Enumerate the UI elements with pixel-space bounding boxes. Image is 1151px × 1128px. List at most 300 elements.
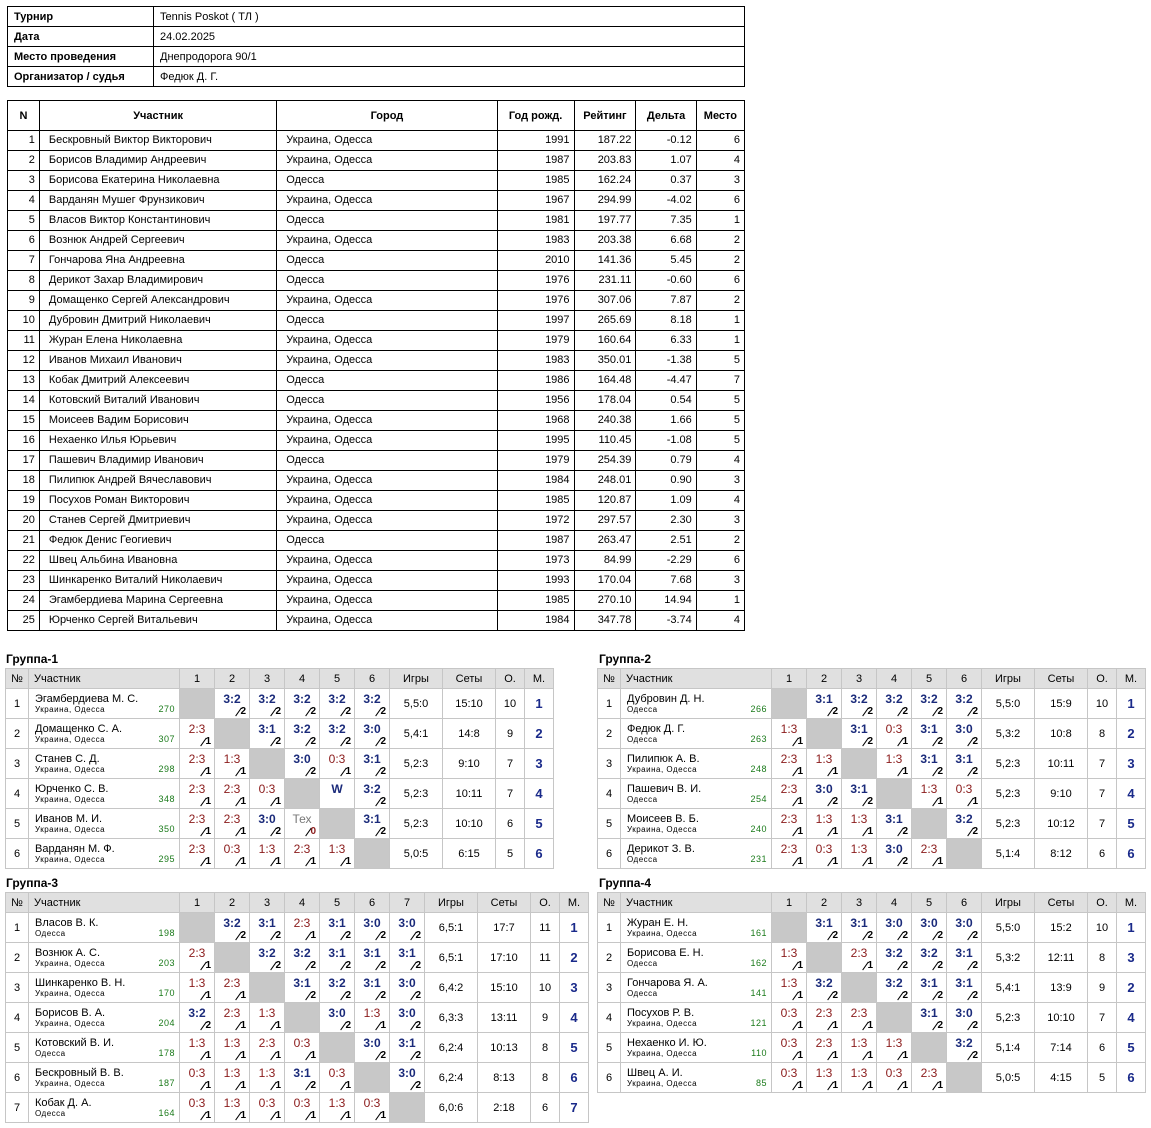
players-cell: 3 xyxy=(696,511,744,531)
players-cell: 6 xyxy=(696,271,744,291)
match-points: 0 xyxy=(310,826,316,837)
group-header-row xyxy=(598,893,1146,913)
match-score-cell xyxy=(320,973,355,1003)
match-score: 3:1 xyxy=(293,976,311,990)
players-cell: 5 xyxy=(8,211,40,231)
match-points: 1 xyxy=(902,1080,908,1091)
match-points: 1 xyxy=(240,766,246,777)
match-score: 3:0 xyxy=(398,916,416,930)
table-row xyxy=(6,809,554,839)
group-games: 5,2:3 xyxy=(390,809,443,839)
players-cell: 1956 xyxy=(497,391,574,411)
group-games: 6,0:6 xyxy=(425,1093,478,1123)
match-score: 1:3 xyxy=(363,1006,381,1020)
match-points: 1 xyxy=(205,1110,211,1121)
players-cell: 1997 xyxy=(497,311,574,331)
table-row xyxy=(8,131,745,151)
group-sets: 13:9 xyxy=(1035,973,1088,1003)
match-score-cell xyxy=(947,689,982,719)
group-games: 5,0:5 xyxy=(390,839,443,869)
group-place: 2 xyxy=(560,943,589,973)
match-points: 1 xyxy=(240,826,246,837)
group-points: 11 xyxy=(531,913,560,943)
group-player xyxy=(621,719,772,749)
players-cell: Котовский Виталий Иванович xyxy=(39,391,276,411)
match-score-cell xyxy=(390,1033,425,1063)
group-row-number: 1 xyxy=(598,913,621,943)
match-score-cell xyxy=(390,1003,425,1033)
player-rating: 295 xyxy=(158,854,175,864)
match-points: 2 xyxy=(902,990,908,1001)
player-name: Нехаенко И. Ю. xyxy=(627,1037,707,1049)
match-score: 2:3 xyxy=(920,1066,938,1080)
group-header-place: М. xyxy=(525,669,554,689)
group-player xyxy=(29,839,180,869)
player-city xyxy=(621,1079,771,1088)
self-cell xyxy=(947,839,982,869)
group-player xyxy=(621,1063,772,1093)
players-cell: 5 xyxy=(696,351,744,371)
match-score-cell xyxy=(807,839,842,869)
player-city-text: Украина, Одесса xyxy=(35,735,106,744)
group-games: 6,2:4 xyxy=(425,1033,478,1063)
group-sets: 8:13 xyxy=(478,1063,531,1093)
match-points: 2 xyxy=(240,930,246,941)
group-header-opponent: 1 xyxy=(772,893,807,913)
group-player xyxy=(621,689,772,719)
players-cell: 4 xyxy=(696,611,744,631)
match-score-cell xyxy=(877,913,912,943)
match-score: 0:3 xyxy=(223,842,241,856)
match-points: 2 xyxy=(832,990,838,1001)
match-score: 2:3 xyxy=(850,1006,868,1020)
players-cell: 2 xyxy=(696,251,744,271)
match-points: 2 xyxy=(902,960,908,971)
players-cell: Одесса xyxy=(277,391,497,411)
players-cell: 6 xyxy=(696,191,744,211)
table-row xyxy=(6,779,554,809)
players-cell: 16 xyxy=(8,431,40,451)
player-name: Шинкаренко В. Н. xyxy=(35,977,126,989)
match-score-cell xyxy=(355,943,390,973)
group-games: 5,2:3 xyxy=(982,749,1035,779)
match-points: 1 xyxy=(240,1110,246,1121)
players-cell: 1972 xyxy=(497,511,574,531)
players-cell: 6.33 xyxy=(636,331,696,351)
players-cell: 1985 xyxy=(497,171,574,191)
info-value: Днепродорога 90/1 xyxy=(154,47,745,67)
match-score-cell xyxy=(842,913,877,943)
player-name: Дубровин Д. Н. xyxy=(627,693,705,705)
group-header-opponent: 5 xyxy=(912,893,947,913)
match-score: 3:1 xyxy=(850,722,868,736)
table-row xyxy=(598,943,1146,973)
match-score: 1:3 xyxy=(780,946,798,960)
players-header-cell: Город xyxy=(277,101,497,131)
group-header-sets: Сеты xyxy=(478,893,531,913)
group-header-opponent: 5 xyxy=(320,669,355,689)
players-cell: 1973 xyxy=(497,551,574,571)
player-city xyxy=(621,735,771,744)
table-row xyxy=(598,779,1146,809)
players-cell: 1985 xyxy=(497,591,574,611)
match-score-cell xyxy=(947,779,982,809)
players-cell: 2.51 xyxy=(636,531,696,551)
player-city-text: Одесса xyxy=(35,929,66,938)
group-header-opponent: 4 xyxy=(285,893,320,913)
player-name: Моисеев В. Б. xyxy=(627,813,699,825)
match-score: 2:3 xyxy=(293,842,311,856)
match-score: 1:3 xyxy=(258,842,276,856)
players-cell: 263.47 xyxy=(574,531,636,551)
player-name: Станев С. Д. xyxy=(35,753,100,765)
player-city-text: Украина, Одесса xyxy=(35,705,106,714)
match-points: 1 xyxy=(240,796,246,807)
player-name: Власов В. К. xyxy=(35,917,99,929)
table-row xyxy=(8,571,745,591)
group-sets: 7:14 xyxy=(1035,1033,1088,1063)
match-score: 0:3 xyxy=(328,1066,346,1080)
group-sets: 12:11 xyxy=(1035,943,1088,973)
match-score: 3:2 xyxy=(363,782,381,796)
match-score: 0:3 xyxy=(780,1066,798,1080)
group-header-name: Участник xyxy=(621,893,772,913)
player-name: Пашевич В. И. xyxy=(627,783,702,795)
match-score-cell xyxy=(180,943,215,973)
player-city xyxy=(621,959,771,968)
info-row xyxy=(8,7,745,27)
match-score-cell xyxy=(180,1033,215,1063)
match-score-cell xyxy=(877,689,912,719)
players-cell: 10 xyxy=(8,311,40,331)
players-cell: 8 xyxy=(8,271,40,291)
player-city-text: Украина, Одесса xyxy=(35,989,106,998)
match-points: 2 xyxy=(380,1050,386,1061)
group-row-number: 2 xyxy=(6,719,29,749)
match-points: 1 xyxy=(797,856,803,867)
match-score: 1:3 xyxy=(223,752,241,766)
players-cell: Нехаенко Илья Юрьевич xyxy=(39,431,276,451)
group-points: 9 xyxy=(496,719,525,749)
player-city-text: Одесса xyxy=(35,1109,66,1118)
match-points: 1 xyxy=(797,1050,803,1061)
match-score-cell xyxy=(215,689,250,719)
player-rating: 164 xyxy=(158,1108,175,1118)
players-cell: 2 xyxy=(696,291,744,311)
players-cell: Журан Елена Николаевна xyxy=(39,331,276,351)
table-row xyxy=(598,973,1146,1003)
table-row xyxy=(8,551,745,571)
group-header-opponent: 4 xyxy=(877,893,912,913)
players-cell: 3 xyxy=(696,471,744,491)
players-cell: Украина, Одесса xyxy=(277,611,497,631)
match-score-cell xyxy=(842,719,877,749)
match-score: 3:0 xyxy=(328,1006,346,1020)
match-score: 3:1 xyxy=(955,946,973,960)
player-city-text: Одесса xyxy=(35,1049,66,1058)
group-header-place: М. xyxy=(560,893,589,913)
group-row-number: 6 xyxy=(598,839,621,869)
group-header-name: Участник xyxy=(621,669,772,689)
match-score-cell xyxy=(320,1003,355,1033)
group-games: 5,2:3 xyxy=(982,1003,1035,1033)
players-cell: 350.01 xyxy=(574,351,636,371)
match-score: 0:3 xyxy=(293,1036,311,1050)
match-score: 3:2 xyxy=(293,722,311,736)
group-points: 9 xyxy=(531,1003,560,1033)
match-score-cell xyxy=(285,943,320,973)
match-points: 1 xyxy=(867,1080,873,1091)
players-cell: 24 xyxy=(8,591,40,611)
table-row xyxy=(598,689,1146,719)
self-cell xyxy=(947,1063,982,1093)
group-player xyxy=(621,1003,772,1033)
group-row-number: 3 xyxy=(6,973,29,1003)
match-score: 3:2 xyxy=(955,692,973,706)
match-score: 1:3 xyxy=(815,752,833,766)
table-row xyxy=(6,1003,589,1033)
group-points: 8 xyxy=(531,1033,560,1063)
players-cell: 7 xyxy=(8,251,40,271)
player-city xyxy=(29,765,179,774)
players-cell: 187.22 xyxy=(574,131,636,151)
self-cell xyxy=(285,1003,320,1033)
match-score-cell xyxy=(180,839,215,869)
player-city-text: Украина, Одесса xyxy=(35,795,106,804)
group-points: 7 xyxy=(1088,1003,1117,1033)
match-points: 2 xyxy=(972,826,978,837)
group-header-sets: Сеты xyxy=(443,669,496,689)
group-row-number: 4 xyxy=(598,779,621,809)
players-cell: -1.08 xyxy=(636,431,696,451)
match-score: 3:0 xyxy=(363,722,381,736)
group-sets: 15:10 xyxy=(478,973,531,1003)
players-cell: 7.87 xyxy=(636,291,696,311)
match-points: 2 xyxy=(972,706,978,717)
group-games: 5,0:5 xyxy=(982,1063,1035,1093)
match-score: 1:3 xyxy=(815,812,833,826)
match-score: 3:0 xyxy=(955,1006,973,1020)
player-rating: 254 xyxy=(750,794,767,804)
match-score: 3:2 xyxy=(223,916,241,930)
match-score-cell xyxy=(947,1033,982,1063)
table-row xyxy=(8,231,745,251)
match-score: 3:1 xyxy=(920,752,938,766)
players-header-cell: Место xyxy=(696,101,744,131)
match-score-cell xyxy=(877,1033,912,1063)
match-score: 2:3 xyxy=(188,812,206,826)
player-rating: 231 xyxy=(750,854,767,864)
table-row xyxy=(598,913,1146,943)
group-place: 4 xyxy=(525,779,554,809)
group-points: 7 xyxy=(496,749,525,779)
players-header-cell: Дельта xyxy=(636,101,696,131)
players-cell: 6 xyxy=(696,131,744,151)
match-score: 3:1 xyxy=(398,946,416,960)
match-score: 3:2 xyxy=(885,976,903,990)
players-cell: 1 xyxy=(696,331,744,351)
match-score-cell xyxy=(947,1003,982,1033)
match-score-cell xyxy=(912,839,947,869)
players-cell: 3 xyxy=(696,571,744,591)
match-score-cell xyxy=(180,779,215,809)
match-score: 3:1 xyxy=(920,976,938,990)
players-cell: Украина, Одесса xyxy=(277,131,497,151)
group-header-opponent: 5 xyxy=(320,893,355,913)
match-points: 1 xyxy=(240,1050,246,1061)
players-cell: -4.47 xyxy=(636,371,696,391)
self-cell xyxy=(912,1033,947,1063)
match-score: 1:3 xyxy=(258,1066,276,1080)
players-cell: 3 xyxy=(696,171,744,191)
match-score: 1:3 xyxy=(780,976,798,990)
tournament-info-table xyxy=(7,6,745,87)
match-points: 1 xyxy=(275,1080,281,1091)
table-row xyxy=(8,411,745,431)
match-score-cell xyxy=(947,943,982,973)
match-points: 2 xyxy=(345,990,351,1001)
match-points: 2 xyxy=(205,1020,211,1031)
group-row-number: 5 xyxy=(598,809,621,839)
match-score: W xyxy=(331,782,343,796)
players-cell: 2 xyxy=(696,531,744,551)
group-points: 6 xyxy=(1088,1033,1117,1063)
player-city-text: Украина, Одесса xyxy=(627,1049,698,1058)
group-row-number: 1 xyxy=(598,689,621,719)
players-cell: 2.30 xyxy=(636,511,696,531)
group-place: 4 xyxy=(1117,1003,1146,1033)
group-games: 6,3:3 xyxy=(425,1003,478,1033)
players-cell: 1995 xyxy=(497,431,574,451)
group-header-n: № xyxy=(6,893,29,913)
group-header-opponent: 1 xyxy=(180,893,215,913)
match-score: 1:3 xyxy=(223,1066,241,1080)
players-cell: Станев Сергей Дмитриевич xyxy=(39,511,276,531)
match-points: 1 xyxy=(832,826,838,837)
match-score-cell xyxy=(250,1033,285,1063)
match-points: 2 xyxy=(415,930,421,941)
group-games: 6,5:1 xyxy=(425,913,478,943)
player-rating: 266 xyxy=(750,704,767,714)
match-points: 1 xyxy=(380,1020,386,1031)
match-score-cell xyxy=(250,1003,285,1033)
player-city-text: Одесса xyxy=(627,959,658,968)
match-score: 2:3 xyxy=(815,1006,833,1020)
players-table xyxy=(7,100,745,631)
match-points: 1 xyxy=(240,856,246,867)
match-points: 2 xyxy=(902,706,908,717)
group-row-number: 1 xyxy=(6,689,29,719)
group-points: 10 xyxy=(531,973,560,1003)
match-points: 1 xyxy=(205,856,211,867)
match-score-cell xyxy=(912,973,947,1003)
match-score-cell xyxy=(912,913,947,943)
group-player xyxy=(29,719,180,749)
players-cell: 1981 xyxy=(497,211,574,231)
group-row-number: 2 xyxy=(598,719,621,749)
self-cell xyxy=(355,839,390,869)
match-points: 2 xyxy=(380,960,386,971)
players-cell: 14 xyxy=(8,391,40,411)
group-points: 6 xyxy=(1088,839,1117,869)
group-player xyxy=(29,943,180,973)
player-name: Федюк Д. Г. xyxy=(627,723,686,735)
group-place: 7 xyxy=(560,1093,589,1123)
group-header-games: Игры xyxy=(982,669,1035,689)
player-city-text: Одесса xyxy=(627,795,658,804)
players-cell: 14.94 xyxy=(636,591,696,611)
table-row xyxy=(8,371,745,391)
group-header-games: Игры xyxy=(425,893,478,913)
players-cell: Эгамбердиева Марина Сергеевна xyxy=(39,591,276,611)
match-points: 1 xyxy=(832,1020,838,1031)
players-cell: 294.99 xyxy=(574,191,636,211)
match-score-cell xyxy=(285,839,320,869)
match-score: 2:3 xyxy=(188,752,206,766)
match-points: 2 xyxy=(380,826,386,837)
table-row xyxy=(8,251,745,271)
group-row-number: 6 xyxy=(598,1063,621,1093)
match-score-cell xyxy=(355,913,390,943)
player-rating: 170 xyxy=(158,988,175,998)
match-score-cell xyxy=(180,1063,215,1093)
group-games: 5,2:3 xyxy=(390,749,443,779)
group-sets: 4:15 xyxy=(1035,1063,1088,1093)
players-cell: Швец Альбина Ивановна xyxy=(39,551,276,571)
table-row xyxy=(8,451,745,471)
info-value: Федюк Д. Г. xyxy=(154,67,745,87)
match-points: 2 xyxy=(867,930,873,941)
match-score-cell xyxy=(912,749,947,779)
group-header-name: Участник xyxy=(29,669,180,689)
match-score: 1:3 xyxy=(850,812,868,826)
group-row-number: 4 xyxy=(6,1003,29,1033)
group-games: 5,2:3 xyxy=(390,779,443,809)
match-points: 1 xyxy=(275,1020,281,1031)
player-name: Посухов Р. В. xyxy=(627,1007,695,1019)
players-cell: 4 xyxy=(696,451,744,471)
match-score-cell xyxy=(912,1063,947,1093)
match-points: 1 xyxy=(832,1080,838,1091)
group-sets: 8:12 xyxy=(1035,839,1088,869)
players-cell: Украина, Одесса xyxy=(277,191,497,211)
players-cell: Одесса xyxy=(277,171,497,191)
group-points: 7 xyxy=(1088,809,1117,839)
self-cell xyxy=(772,913,807,943)
group-row-number: 5 xyxy=(598,1033,621,1063)
group-player xyxy=(29,1063,180,1093)
match-points: 1 xyxy=(797,796,803,807)
players-cell: 1979 xyxy=(497,331,574,351)
players-cell: 0.79 xyxy=(636,451,696,471)
match-score: 3:0 xyxy=(885,916,903,930)
table-row xyxy=(8,271,745,291)
match-score: 3:2 xyxy=(328,976,346,990)
players-cell: 1985 xyxy=(497,491,574,511)
players-cell: 2010 xyxy=(497,251,574,271)
group-header-opponent: 6 xyxy=(355,669,390,689)
info-key: Турнир xyxy=(8,7,154,27)
info-row xyxy=(8,27,745,47)
match-score: 3:1 xyxy=(363,812,381,826)
info-key: Место проведения xyxy=(8,47,154,67)
table-row xyxy=(598,1063,1146,1093)
match-points: 2 xyxy=(972,1020,978,1031)
table-row xyxy=(8,171,745,191)
players-cell: 0.37 xyxy=(636,171,696,191)
players-header-cell: Рейтинг xyxy=(574,101,636,131)
group-place: 2 xyxy=(1117,719,1146,749)
